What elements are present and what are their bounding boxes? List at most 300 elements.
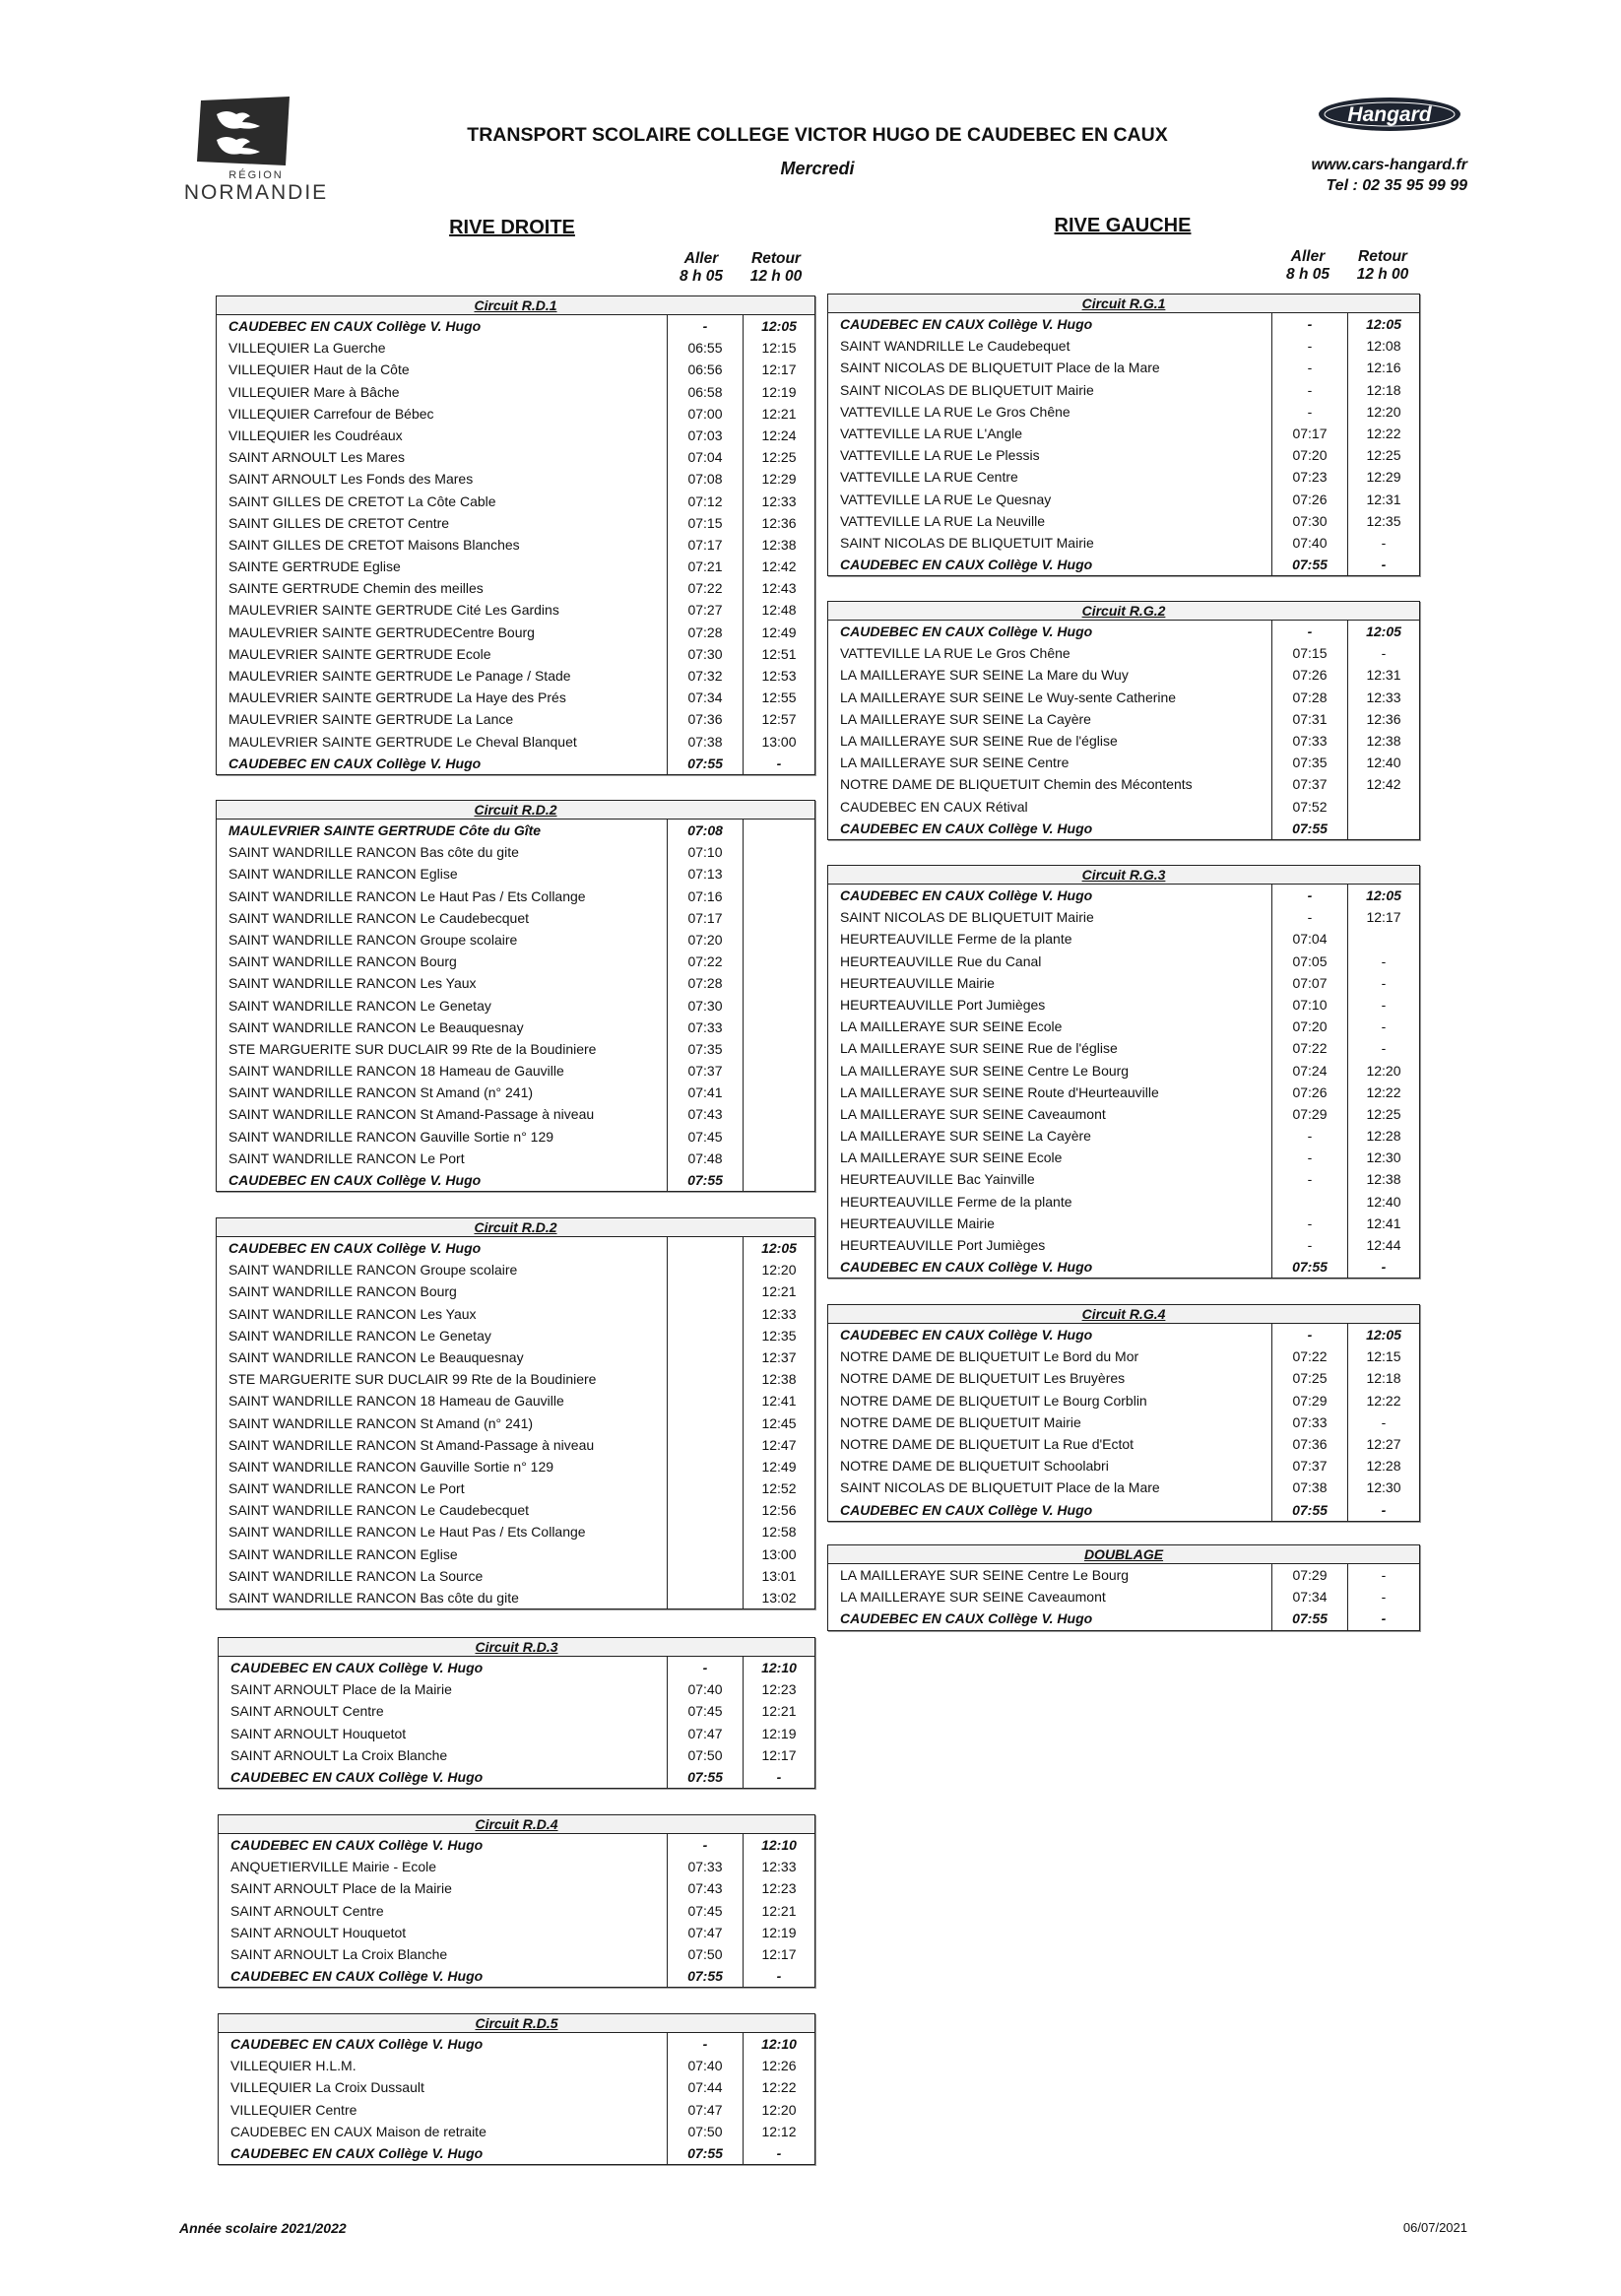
- table-row: [217, 381, 814, 403]
- aller-time: 07:17: [1272, 423, 1348, 444]
- table-row: [217, 929, 814, 951]
- stop-name: LA MAILLERAYE SUR SEINE Caveaumont: [828, 1103, 1272, 1125]
- retour-time: [744, 972, 814, 994]
- retour-time: -: [1381, 952, 1387, 969]
- retour-time: -: [1381, 1567, 1387, 1583]
- aller-time: 07:38: [1272, 1476, 1348, 1498]
- stop-name: CAUDEBEC EN CAUX Collège V. Hugo: [219, 1965, 668, 1987]
- stop-name: SAINT WANDRILLE RANCON Les Yaux: [217, 972, 668, 994]
- retour-time: -: [1381, 557, 1387, 573]
- table-row: [217, 534, 814, 556]
- table-row: [219, 1744, 814, 1766]
- stop-name: SAINT ARNOULT Place de la Mairie: [219, 1877, 668, 1899]
- stop-name: VILLEQUIER La Guerche: [217, 337, 668, 359]
- retour-time: 12:28: [1366, 1128, 1401, 1145]
- aller-time: 07:03: [668, 425, 744, 446]
- table-row: [219, 1678, 814, 1700]
- stop-name: LA MAILLERAYE SUR SEINE Centre Le Bourg: [828, 1060, 1272, 1082]
- table-row: [217, 665, 814, 687]
- aller-time: 07:33: [668, 1856, 744, 1877]
- table-row: [828, 642, 1419, 664]
- retour-time: 12:48: [761, 602, 797, 619]
- stop-name: SAINT WANDRILLE RANCON Eglise: [217, 863, 668, 885]
- table-row: [217, 1434, 814, 1456]
- table-row: [828, 1234, 1419, 1256]
- stop-name: SAINT WANDRILLE RANCON Le Haut Pas / Ets Collange: [217, 886, 668, 907]
- table-row: [828, 972, 1419, 994]
- retour-time: 12:40: [1366, 1193, 1401, 1210]
- stop-name: VATTEVILLE LA RUE La Neuville: [828, 510, 1272, 532]
- retour-time: 12:05: [1366, 316, 1401, 332]
- aller-time: 06:56: [668, 359, 744, 380]
- aller-time: 07:41: [668, 1082, 744, 1103]
- retour-time: 12:21: [761, 1902, 797, 1919]
- aller-time: 07:55: [668, 1766, 744, 1788]
- aller-time: 07:55: [668, 1169, 744, 1191]
- stop-name: NOTRE DAME DE BLIQUETUIT Mairie: [828, 1411, 1272, 1433]
- table-row: [828, 423, 1419, 444]
- stop-name: HEURTEAUVILLE Rue du Canal: [828, 951, 1272, 972]
- stop-name: SAINT GILLES DE CRETOT La Côte Cable: [217, 491, 668, 512]
- table-row: [217, 972, 814, 994]
- table-row: [828, 1345, 1419, 1367]
- stop-name: VILLEQUIER Centre: [219, 2099, 668, 2121]
- retour-time: 12:49: [761, 623, 797, 640]
- retour-time: -: [776, 1768, 782, 1785]
- stop-name: SAINT ARNOULT La Croix Blanche: [219, 1744, 668, 1766]
- stop-name: SAINT WANDRILLE RANCON Le Caudebecquet: [217, 1499, 668, 1521]
- circuit-rd4-table: [218, 1814, 815, 1988]
- stop-name: VILLEQUIER les Coudréaux: [217, 425, 668, 446]
- circuit-rg2-table: [827, 601, 1420, 840]
- retour-time: 12:30: [1366, 1149, 1401, 1166]
- rg-aller-label: Aller: [1290, 248, 1326, 265]
- stop-name: SAINT NICOLAS DE BLIQUETUIT Place de la Mare: [828, 357, 1272, 378]
- aller-time: [668, 1543, 744, 1565]
- aller-time: 07:24: [1272, 1060, 1348, 1082]
- stop-name: VATTEVILLE LA RUE Le Gros Chêne: [828, 642, 1272, 664]
- stop-name: CAUDEBEC EN CAUX Collège V. Hugo: [217, 1169, 668, 1191]
- aller-time: 07:30: [1272, 510, 1348, 532]
- stop-name: SAINT NICOLAS DE BLIQUETUIT Mairie: [828, 906, 1272, 928]
- aller-time: 07:20: [1272, 1016, 1348, 1037]
- aller-time: -: [1272, 1213, 1348, 1234]
- table-row: [217, 1325, 814, 1346]
- stop-name: SAINT WANDRILLE RANCON Gauville Sortie n° 129: [217, 1126, 668, 1148]
- circuit-rd3-table: [218, 1637, 815, 1789]
- table-row: [828, 1037, 1419, 1059]
- stop-name: CAUDEBEC EN CAUX Collège V. Hugo: [828, 1256, 1272, 1278]
- stop-name: SAINT WANDRILLE RANCON St Amand-Passage à niveau: [217, 1434, 668, 1456]
- table-row: [219, 1657, 814, 1678]
- retour-time: 12:38: [1366, 1171, 1401, 1188]
- table-row: [828, 313, 1419, 335]
- stop-name: HEURTEAUVILLE Ferme de la plante: [828, 1191, 1272, 1213]
- retour-time: 13:00: [761, 1545, 797, 1562]
- aller-time: 07:04: [668, 446, 744, 468]
- aller-time: [668, 1456, 744, 1477]
- table-row: [828, 1499, 1419, 1521]
- aller-time: 07:55: [1272, 818, 1348, 839]
- table-row: [828, 1256, 1419, 1278]
- stop-name: CAUDEBEC EN CAUX Collège V. Hugo: [217, 1237, 668, 1259]
- table-row: [217, 643, 814, 665]
- circuit-title: Circuit R.D.3: [219, 1638, 814, 1657]
- aller-time: -: [1272, 1147, 1348, 1168]
- stop-name: MAULEVRIER SAINTE GERTRUDE Côte du Gîte: [217, 820, 668, 841]
- retour-time: 12:18: [1366, 381, 1401, 398]
- retour-time: 12:33: [1366, 689, 1401, 705]
- stop-name: SAINT WANDRILLE RANCON Le Port: [217, 1477, 668, 1499]
- table-row: [828, 1390, 1419, 1411]
- aller-time: [668, 1565, 744, 1587]
- retour-time: 12:17: [761, 1945, 797, 1962]
- table-row: [217, 886, 814, 907]
- aller-time: 07:17: [668, 534, 744, 556]
- aller-time: 07:05: [1272, 951, 1348, 972]
- rg-aller-time: 8 h 05: [1286, 266, 1329, 283]
- retour-time: 12:43: [761, 580, 797, 597]
- stop-name: HEURTEAUVILLE Port Jumièges: [828, 1234, 1272, 1256]
- retour-time: -: [1381, 1259, 1387, 1276]
- aller-time: 07:47: [668, 1723, 744, 1744]
- stop-name: SAINT ARNOULT La Croix Blanche: [219, 1943, 668, 1965]
- retour-time: 12:31: [1366, 491, 1401, 507]
- retour-time: 12:10: [761, 2036, 797, 2052]
- stop-name: SAINT WANDRILLE RANCON Bas côte du gite: [217, 1587, 668, 1608]
- aller-time: 07:22: [1272, 1037, 1348, 1059]
- table-row: [217, 687, 814, 708]
- table-row: [828, 1586, 1419, 1607]
- table-row: [217, 446, 814, 468]
- retour-time: 12:05: [761, 1240, 797, 1256]
- retour-time: 12:24: [761, 426, 797, 443]
- document-date: 06/07/2021: [1402, 2220, 1467, 2235]
- aller-time: [668, 1499, 744, 1521]
- retour-time: 12:15: [761, 340, 797, 357]
- retour-time: 12:56: [761, 1502, 797, 1519]
- aller-time: 07:37: [1272, 773, 1348, 795]
- stop-name: SAINT WANDRILLE Le Caudebequet: [828, 335, 1272, 357]
- stop-name: MAULEVRIER SAINTE GERTRUDECentre Bourg: [217, 622, 668, 643]
- stop-name: SAINT WANDRILLE RANCON 18 Hameau de Gauville: [217, 1390, 668, 1411]
- aller-time: 07:55: [668, 1965, 744, 1987]
- table-row: [217, 1237, 814, 1259]
- retour-time: 13:01: [761, 1567, 797, 1584]
- table-row: [828, 1016, 1419, 1037]
- retour-time: 12:20: [1366, 403, 1401, 420]
- aller-time: -: [1272, 1168, 1348, 1190]
- table-row: [828, 1147, 1419, 1168]
- table-row: [219, 1877, 814, 1899]
- aller-time: 07:29: [1272, 1390, 1348, 1411]
- table-row: [828, 664, 1419, 686]
- table-row: [217, 708, 814, 730]
- circuit-title: Circuit R.D.2: [217, 1218, 814, 1237]
- aller-time: [668, 1521, 744, 1542]
- retour-time: [744, 820, 814, 841]
- aller-time: 07:22: [668, 577, 744, 599]
- table-row: [217, 1169, 814, 1191]
- stop-name: MAULEVRIER SAINTE GERTRUDE La Haye des Prés: [217, 687, 668, 708]
- table-row: [217, 425, 814, 446]
- retour-time: 12:28: [1366, 1458, 1401, 1475]
- stop-name: CAUDEBEC EN CAUX Collège V. Hugo: [828, 885, 1272, 906]
- stop-name: CAUDEBEC EN CAUX Maison de retraite: [219, 2121, 668, 2142]
- retour-time: [744, 1017, 814, 1038]
- aller-time: [668, 1237, 744, 1259]
- retour-time: 12:41: [1366, 1214, 1401, 1231]
- table-row: [828, 708, 1419, 730]
- aller-time: 07:15: [1272, 642, 1348, 664]
- retour-time: 12:08: [1366, 338, 1401, 355]
- aller-time: 07:28: [668, 622, 744, 643]
- table-row: [217, 1082, 814, 1103]
- circuit-rd1-table: [216, 295, 815, 775]
- circuit-title: Circuit R.G.3: [828, 866, 1419, 885]
- table-row: [828, 1476, 1419, 1498]
- table-row: [217, 1477, 814, 1499]
- stop-name: SAINT WANDRILLE RANCON 18 Hameau de Gauville: [217, 1060, 668, 1082]
- aller-time: 07:48: [668, 1148, 744, 1169]
- stop-name: CAUDEBEC EN CAUX Collège V. Hugo: [828, 621, 1272, 642]
- retour-time: 12:42: [761, 558, 797, 575]
- stop-name: SAINT WANDRILLE RANCON Le Port: [217, 1148, 668, 1169]
- retour-time: -: [1381, 1501, 1387, 1518]
- table-row: [217, 1017, 814, 1038]
- circuit-title: Circuit R.G.2: [828, 602, 1419, 621]
- stop-name: CAUDEBEC EN CAUX Collège V. Hugo: [219, 2033, 668, 2055]
- table-row: [217, 951, 814, 972]
- retour-time: 12:26: [761, 2058, 797, 2074]
- aller-time: 07:00: [668, 403, 744, 425]
- table-row: [217, 1148, 814, 1169]
- circuit-title: Circuit R.D.2: [217, 801, 814, 820]
- retour-time: 12:29: [761, 471, 797, 488]
- aller-time: 07:08: [668, 468, 744, 490]
- table-row: [217, 995, 814, 1017]
- stop-name: LA MAILLERAYE SUR SEINE Ecole: [828, 1016, 1272, 1037]
- normandy-lions-emblem-icon: [195, 97, 293, 167]
- stop-name: CAUDEBEC EN CAUX Collège V. Hugo: [828, 818, 1272, 839]
- aller-time: -: [1272, 401, 1348, 423]
- table-row: [828, 1213, 1419, 1234]
- stop-name: NOTRE DAME DE BLIQUETUIT Le Bord du Mor: [828, 1345, 1272, 1367]
- table-row: [217, 1412, 814, 1434]
- table-row: [217, 1103, 814, 1125]
- aller-time: 07:26: [1272, 489, 1348, 510]
- rg-aller-header: [1268, 248, 1347, 284]
- aller-time: 07:28: [668, 972, 744, 994]
- retour-time: [1348, 818, 1419, 839]
- aller-time: 07:10: [1272, 994, 1348, 1016]
- aller-time: 07:45: [668, 1700, 744, 1722]
- table-row: [828, 818, 1419, 839]
- table-row: [828, 1433, 1419, 1455]
- aller-time: [668, 1280, 744, 1302]
- stop-name: SAINT WANDRILLE RANCON Bourg: [217, 1280, 668, 1302]
- stop-name: CAUDEBEC EN CAUX Rétival: [828, 796, 1272, 818]
- aller-time: -: [1272, 621, 1348, 642]
- retour-time: -: [776, 1968, 782, 1985]
- table-row: [217, 1346, 814, 1368]
- stop-name: STE MARGUERITE SUR DUCLAIR 99 Rte de la Boudiniere: [217, 1368, 668, 1390]
- stop-name: LA MAILLERAYE SUR SEINE Route d'Heurteauville: [828, 1082, 1272, 1103]
- retour-time: 12:10: [761, 1837, 797, 1853]
- stop-name: VATTEVILLE LA RUE L'Angle: [828, 423, 1272, 444]
- aller-time: 07:47: [668, 2099, 744, 2121]
- table-row: [217, 820, 814, 841]
- table-row: [217, 556, 814, 577]
- aller-time: [668, 1434, 744, 1456]
- stop-name: SAINT WANDRILLE RANCON Le Genetay: [217, 1325, 668, 1346]
- retour-time: 12:10: [761, 1660, 797, 1675]
- website-link[interactable]: www.cars-hangard.fr: [1311, 157, 1467, 173]
- table-row: [828, 532, 1419, 554]
- aller-time: 07:10: [668, 841, 744, 863]
- aller-time: 07:38: [668, 731, 744, 753]
- retour-time: 12:42: [1366, 776, 1401, 793]
- aller-time: 07:22: [668, 951, 744, 972]
- table-row: [217, 337, 814, 359]
- aller-time: 07:08: [668, 820, 744, 841]
- retour-time: [744, 929, 814, 951]
- retour-time: [744, 886, 814, 907]
- stop-name: SAINT WANDRILLE RANCON St Amand (n° 241): [217, 1412, 668, 1434]
- retour-time: 12:05: [1366, 887, 1401, 903]
- stop-name: STE MARGUERITE SUR DUCLAIR 99 Rte de la Boudiniere: [217, 1038, 668, 1060]
- aller-time: 07:55: [668, 753, 744, 774]
- retour-time: 12:22: [1366, 1392, 1401, 1409]
- table-row: [217, 1456, 814, 1477]
- aller-time: 07:36: [668, 708, 744, 730]
- table-row: [217, 1499, 814, 1521]
- aller-time: 07:32: [668, 665, 744, 687]
- stop-name: MAULEVRIER SAINTE GERTRUDE Cité Les Gardins: [217, 599, 668, 621]
- aller-time: 07:43: [668, 1877, 744, 1899]
- phone-number: Tel : 02 35 95 99 99: [1326, 177, 1467, 194]
- stop-name: SAINT ARNOULT Houquetot: [219, 1922, 668, 1943]
- rd-retour-label: Retour: [751, 250, 801, 267]
- table-row: [217, 731, 814, 753]
- table-row: [217, 1038, 814, 1060]
- table-row: [828, 1060, 1419, 1082]
- stop-name: MAULEVRIER SAINTE GERTRUDE Ecole: [217, 643, 668, 665]
- aller-time: [1272, 1191, 1348, 1213]
- retour-time: 12:25: [761, 449, 797, 466]
- table-row: [217, 1565, 814, 1587]
- aller-time: 07:35: [668, 1038, 744, 1060]
- table-row: [217, 1280, 814, 1302]
- retour-time: 12:17: [761, 361, 797, 378]
- aller-time: [668, 1587, 744, 1608]
- table-row: [828, 1455, 1419, 1476]
- retour-time: 12:19: [761, 383, 797, 400]
- retour-time: 12:05: [1366, 623, 1401, 639]
- table-row: [217, 1543, 814, 1565]
- table-row: [828, 906, 1419, 928]
- table-row: [828, 994, 1419, 1016]
- stop-name: VILLEQUIER La Croix Dussault: [219, 2076, 668, 2098]
- stop-name: HEURTEAUVILLE Port Jumièges: [828, 994, 1272, 1016]
- table-row: [828, 773, 1419, 795]
- retour-time: 12:44: [1366, 1237, 1401, 1253]
- rive-droite-title: RIVE DROITE: [449, 217, 575, 238]
- aller-time: 07:20: [1272, 444, 1348, 466]
- table-row: [828, 752, 1419, 773]
- table-row: [219, 2121, 814, 2142]
- retour-time: 12:05: [761, 318, 797, 334]
- retour-time: 12:41: [761, 1393, 797, 1410]
- rd-retour-header: [737, 250, 815, 286]
- stop-name: SAINT WANDRILLE RANCON St Amand-Passage à niveau: [217, 1103, 668, 1125]
- retour-time: 12:37: [761, 1348, 797, 1365]
- circuit-title: Circuit R.G.4: [828, 1305, 1419, 1324]
- table-row: [828, 1125, 1419, 1147]
- aller-time: [668, 1346, 744, 1368]
- retour-time: -: [1381, 534, 1387, 551]
- retour-time: 12:23: [761, 1681, 797, 1698]
- stop-name: SAINT GILLES DE CRETOT Centre: [217, 512, 668, 534]
- aller-time: 07:31: [1272, 708, 1348, 730]
- circuit-title: Circuit R.D.5: [219, 2014, 814, 2033]
- aller-time: -: [668, 2033, 744, 2055]
- aller-time: -: [1272, 906, 1348, 928]
- aller-time: 07:37: [1272, 1455, 1348, 1476]
- aller-time: 07:20: [668, 929, 744, 951]
- retour-time: -: [1381, 645, 1387, 662]
- retour-time: 12:16: [1366, 360, 1401, 376]
- page-subtitle: Mercredi: [780, 159, 855, 178]
- stop-name: SAINT WANDRILLE RANCON Bourg: [217, 951, 668, 972]
- retour-time: -: [1381, 1040, 1387, 1057]
- retour-time: -: [1381, 1589, 1387, 1606]
- stop-name: HEURTEAUVILLE Mairie: [828, 972, 1272, 994]
- stop-name: NOTRE DAME DE BLIQUETUIT La Rue d'Ectot: [828, 1433, 1272, 1455]
- retour-time: [1348, 928, 1419, 950]
- aller-time: 07:40: [668, 2055, 744, 2076]
- table-row: [828, 1324, 1419, 1345]
- retour-time: [744, 1103, 814, 1125]
- aller-time: 07:04: [1272, 928, 1348, 950]
- table-row: [828, 1082, 1419, 1103]
- table-row: [828, 951, 1419, 972]
- circuit-rd2-retour-table: [216, 1217, 815, 1609]
- aller-time: [668, 1303, 744, 1325]
- table-row: [219, 1700, 814, 1722]
- retour-time: 12:31: [1366, 667, 1401, 684]
- retour-time: 12:33: [761, 1305, 797, 1322]
- aller-time: 07:55: [668, 2142, 744, 2164]
- retour-time: -: [1381, 974, 1387, 991]
- retour-time: 12:45: [761, 1414, 797, 1431]
- aller-time: 07:33: [668, 1017, 744, 1038]
- circuit-rg3-table: [827, 865, 1420, 1279]
- retour-time: 12:17: [1366, 909, 1401, 926]
- table-row: [828, 379, 1419, 401]
- retour-time: [744, 995, 814, 1017]
- stop-name: CAUDEBEC EN CAUX Collège V. Hugo: [828, 554, 1272, 575]
- region-normandie-logo: [183, 97, 329, 205]
- stop-name: SAINT ARNOULT Centre: [219, 1700, 668, 1722]
- aller-time: -: [1272, 379, 1348, 401]
- retour-time: [744, 1060, 814, 1082]
- aller-time: 07:28: [1272, 687, 1348, 708]
- aller-time: 07:26: [1272, 1082, 1348, 1103]
- table-row: [219, 1922, 814, 1943]
- stop-name: SAINT WANDRILLE RANCON St Amand (n° 241): [217, 1082, 668, 1103]
- stop-name: SAINT WANDRILLE RANCON Le Caudebecquet: [217, 907, 668, 929]
